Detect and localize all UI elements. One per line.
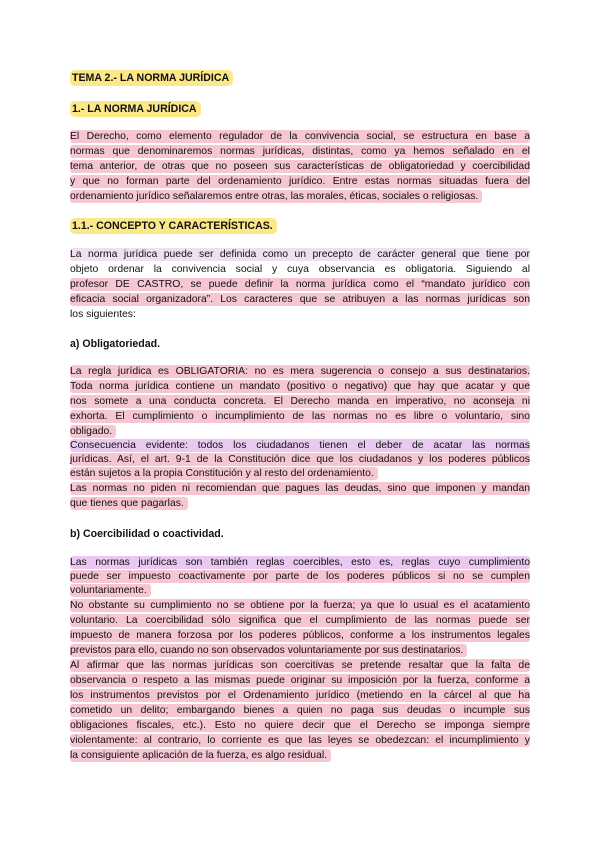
- text-line: eficacia social organizadora”. Los caracteres que se atribuyen a las normas jurídicas son: [70, 294, 530, 305]
- text-line: La regla jurídica es OBLIGATORIA: no es mera sugerencia o consejo a sus destinatarios.: [70, 366, 530, 377]
- text-line: los siguientes:: [70, 309, 136, 320]
- text-line: El Derecho, como elemento regulador de la convivencia social, se estructura en base a: [70, 131, 530, 142]
- text-line: Consecuencia evidente: todos los ciudadanos tienen el deber de acatar las normas: [70, 440, 530, 451]
- text-line: Las normas no piden ni recomiendan que pagues las deudas, sino que imponen y mandan: [70, 483, 530, 494]
- text-line: voluntariamente.: [70, 584, 151, 597]
- text-line: nos somete a una conducta concreta. El Derecho manda en imperativo, no aconseja ni: [70, 396, 530, 407]
- document-title: TEMA 2.- LA NORMA JURÍDICA: [70, 70, 233, 86]
- text-line: están sujetos a la propia Constitución y al resto del ordenamiento.: [70, 467, 378, 480]
- text-line: tema anterior, de otras que no poseen sus características de obligatoriedad y coercibilidad: [70, 161, 530, 172]
- section-b-heading: b) Coercibilidad o coactividad.: [70, 528, 224, 540]
- text-line: objeto ordenar la convivencia social y cuya observancia es obligatoria. Siguiendo al: [70, 264, 530, 275]
- text-line: la consiguiente aplicación de la fuerza, es algo residual.: [70, 749, 331, 762]
- section-1-heading: 1.- LA NORMA JURÍDICA: [70, 101, 201, 117]
- text-line: que tienes que pagarlas.: [70, 497, 188, 510]
- text-line: normas que denominaremos normas jurídicas, distintas, como ya hemos señalado en el: [70, 146, 530, 157]
- text-line: impuesto de manera forzosa por los poderes públicos, conforme a los instrumentos legales: [70, 630, 530, 641]
- text-line: cometido un delito; embargando bienes a quien no paga sus deudas o incumple sus: [70, 705, 530, 716]
- text-line: violentamente: al contrario, lo corriente es que las leyes se obedezcan: el incumplimiento y: [70, 735, 530, 746]
- text-line: No obstante su cumplimiento no se obtiene por la fuerza; ya que lo usual es el acatamiento: [70, 600, 530, 611]
- section-a-heading: a) Obligatoriedad.: [70, 338, 161, 350]
- text-line: exhorta. El cumplimiento o incumplimiento de las normas no es libre o voluntario, sino: [70, 411, 530, 422]
- text-line: Al afirmar que las normas jurídicas son coercitivas se pretende resaltar que la falta de: [70, 660, 530, 671]
- text-line: Las normas jurídicas son también reglas coercibles, esto es, reglas cuyo cumplimiento: [70, 557, 530, 568]
- text-line: puede ser impuesto coactivamente por parte de los poderes públicos si no se cumplen: [70, 571, 530, 582]
- text-line: profesor DE CASTRO, se puede definir la norma jurídica como el “mandato jurídico con: [70, 279, 530, 290]
- text-line: los instrumentos previstos por el Ordenamiento jurídico (metiendo en la cárcel al que ha: [70, 690, 530, 701]
- text-line: voluntario. La coercibilidad sólo significa que el cumplimiento de las normas puede ser: [70, 615, 530, 626]
- section-1-1-heading: 1.1.- CONCEPTO Y CARACTERÍSTICAS.: [70, 218, 277, 234]
- text-line: Toda norma jurídica contiene un mandato (positivo o negativo) que hay que acatar y que: [70, 381, 530, 392]
- text-line: observancia o respeto a las mismas puede originar su imposición por la fuerza, conforme a: [70, 675, 530, 686]
- text-line: obligaciones fiscales, etc.). Esto no quiere decir que el Derecho se imponga siempre: [70, 720, 530, 731]
- text-line: La norma jurídica puede ser definida como un precepto de carácter general que tiene por: [70, 249, 530, 260]
- text-line: y que no forman parte del ordenamiento jurídico. Entre estas normas situadas fuera del: [70, 176, 530, 187]
- text-line: jurídicas. Así, el art. 9-1 de la Constitución dice que los ciudadanos y los poderes públicos: [70, 454, 530, 465]
- text-line: previstos para ello, cuando no son observados voluntariamente por sus destinatarios.: [70, 644, 467, 657]
- text-line: obligado.: [70, 425, 116, 438]
- text-line: ordenamiento jurídico señalaremos entre otras, las morales, éticas, sociales o religiosas.: [70, 190, 482, 203]
